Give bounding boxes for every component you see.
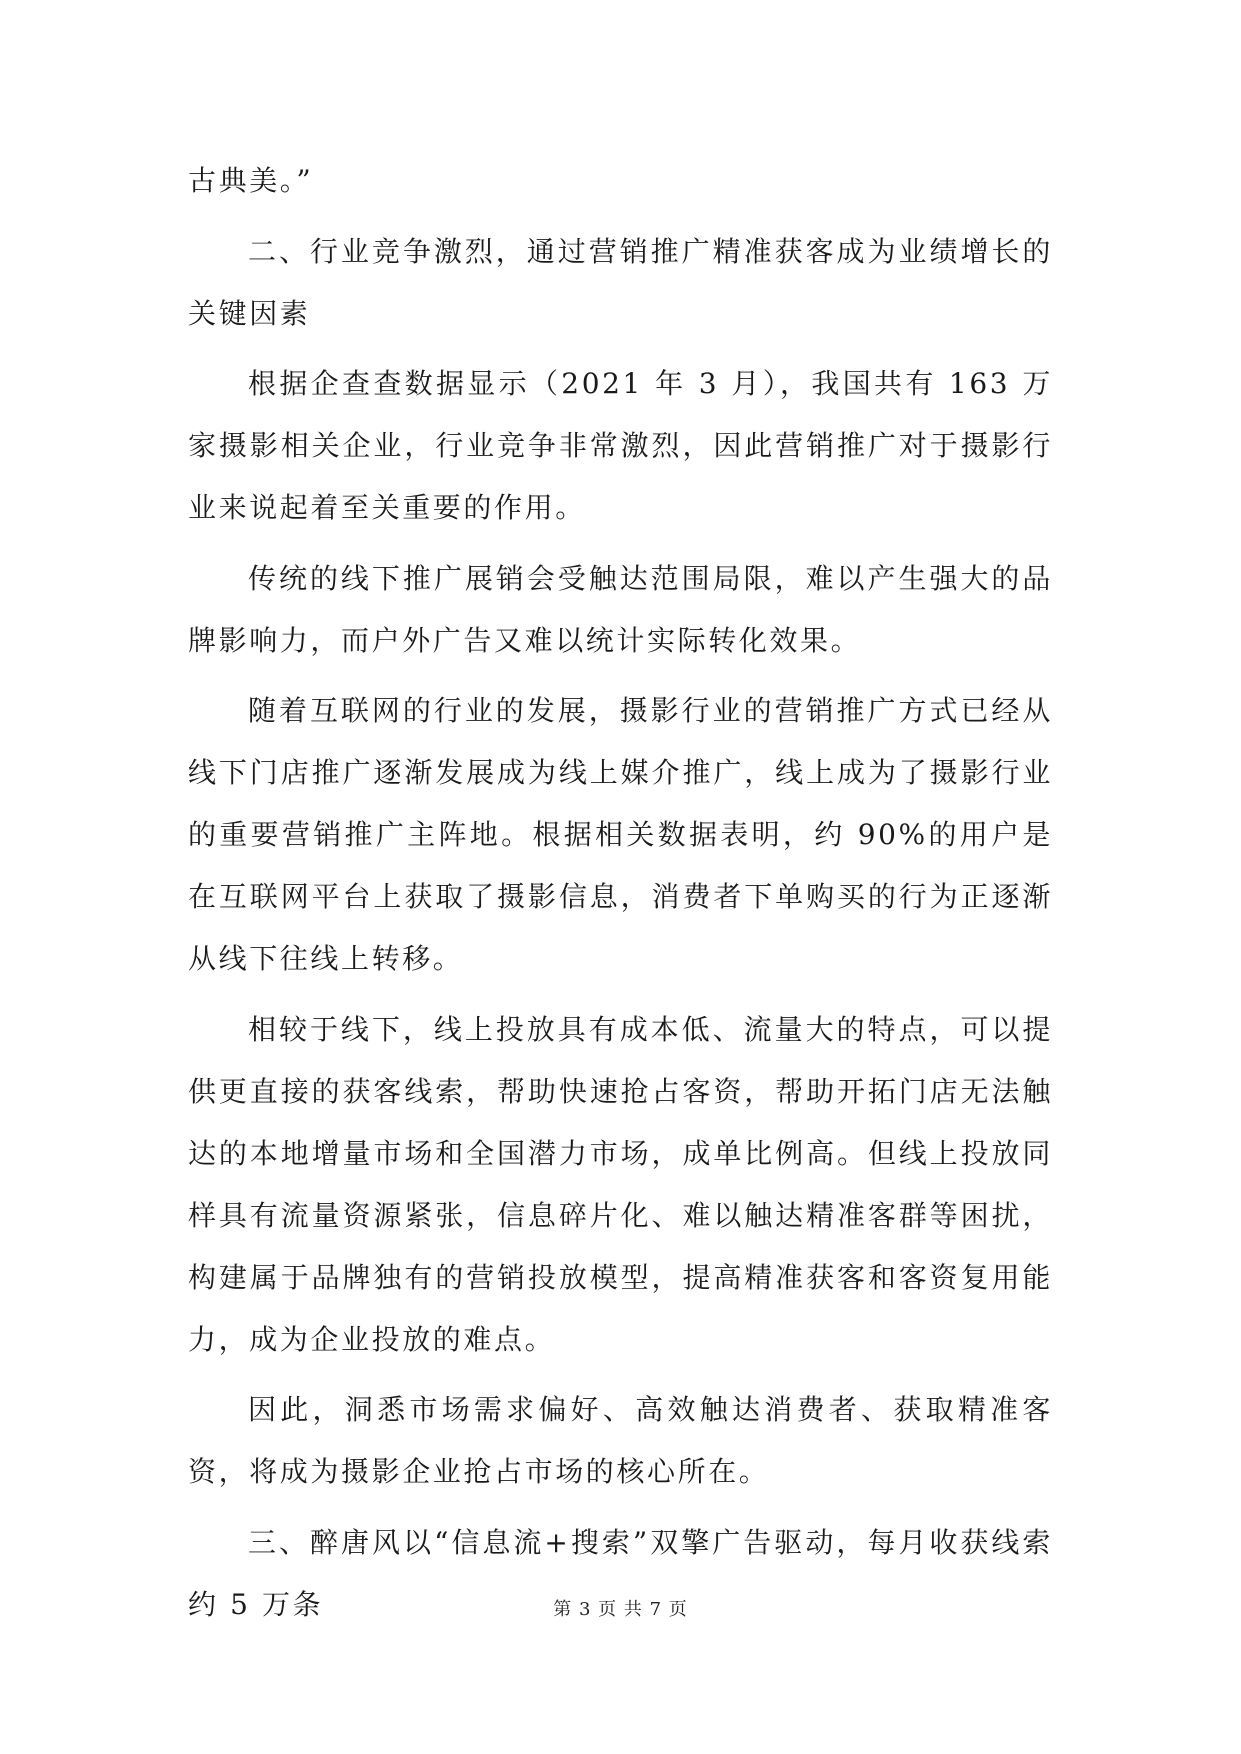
paragraph: 根据企查查数据显示（2021 年 3 月），我国共有 163 万家摄影相关企业，行业竞争非常激烈，因此营销推广对于摄影行业来说起着至关重要的作用。 xyxy=(188,367,1053,524)
paragraph: 因此，洞悉市场需求偏好、高效触达消费者、获取精准客资，将成为摄影企业抢占市场的核心所在。 xyxy=(188,1393,1053,1488)
paragraph: 相较于线下，线上投放具有成本低、流量大的特点，可以提供更直接的获客线索，帮助快速抢占客资，帮助开拓门店无法触达的本地增量市场和全国潜力市场，成单比例高。但线上投放同样具有流量资源紧张，信息碎片化、难以触达精准客群等困扰，构建属于品牌独有的营销投放模型，提高精准获客和客资复用能力，成为企业投放的难点。 xyxy=(188,1012,1053,1356)
paragraph: 传统的线下推广展销会受触达范围局限，难以产生强大的品牌影响力，而户外广告又难以统计实际转化效果。 xyxy=(188,561,1053,657)
section-heading-2: 二、行业竞争激烈，通过营销推广精准获客成为业绩增长的关键因素 xyxy=(188,234,1053,330)
document-body xyxy=(188,150,1053,1644)
page-number-footer: 第 3 页 共 7 页 xyxy=(553,1599,688,1620)
paragraph-continuation: 古典美。” xyxy=(188,164,314,197)
section-heading-3: 三、醉唐风以“信息流+搜索”双擎广告驱动，每月收获线索约 5 万条 xyxy=(188,1525,1053,1621)
paragraph: 随着互联网的行业的发展，摄影行业的营销推广方式已经从线下门店推广逐渐发展成为线上媒介推广，线上成为了摄影行业的重要营销推广主阵地。根据相关数据表明，约 90%的用户是在互联网平台上获取了摄影信息，消费者下单购买的行为正逐渐从线下往线上转移。 xyxy=(188,694,1053,975)
